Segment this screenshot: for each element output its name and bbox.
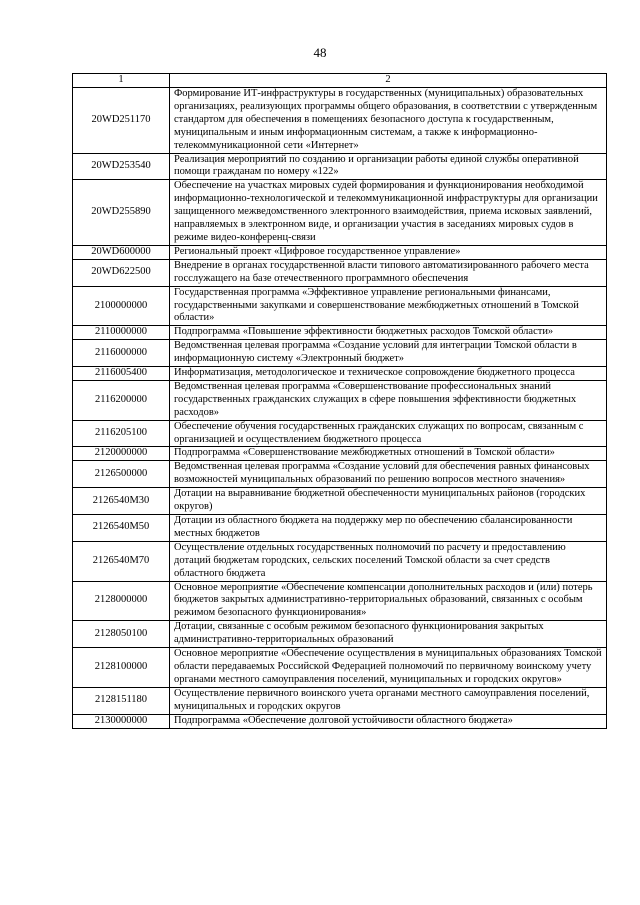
target-article-name: Осуществление первичного воинского учета органами местного самоуправления поселений, муниципальных и городских округов <box>170 687 607 714</box>
table-row <box>73 259 607 286</box>
table-row <box>73 488 607 515</box>
target-article-name: Обеспечение обучения государственных гражданских служащих по вопросам, связанным с организацией и осуществлением бюджетного процесса <box>170 420 607 447</box>
target-article-name: Информатизация, методологическое и техническое сопровождение бюджетного процесса <box>170 367 607 381</box>
table-row <box>73 88 607 154</box>
table-row <box>73 286 607 326</box>
target-article-code: 2110000000 <box>73 326 170 340</box>
target-article-code: 2128151180 <box>73 687 170 714</box>
target-article-code: 20WD253540 <box>73 153 170 180</box>
target-article-code: 2116200000 <box>73 380 170 420</box>
target-article-code: 20WD600000 <box>73 245 170 259</box>
target-article-code: 2116005400 <box>73 367 170 381</box>
table-row <box>73 581 607 621</box>
target-article-name: Подпрограмма «Повышение эффективности бюджетных расходов Томской области» <box>170 326 607 340</box>
target-article-name: Государственная программа «Эффективное управление региональными финансами, государственными закупками и совершенствование межбюджетных отношений в Томской области» <box>170 286 607 326</box>
target-article-code: 2116000000 <box>73 340 170 367</box>
target-article-code: 2120000000 <box>73 447 170 461</box>
table-header-row <box>73 74 607 88</box>
target-article-name: Ведомственная целевая программа «Совершенствование профессиональных знаний государственных гражданских служащих в сфере повышения эффективности бюджетных расходов» <box>170 380 607 420</box>
page-number: 48 <box>313 45 327 60</box>
target-article-name: Дотации на выравнивание бюджетной обеспеченности муниципальных районов (городских округов) <box>170 488 607 515</box>
target-article-code: 2126540М30 <box>73 488 170 515</box>
table-row <box>73 380 607 420</box>
target-article-code: 20WD622500 <box>73 259 170 286</box>
table-row <box>73 367 607 381</box>
target-article-code: 2128100000 <box>73 648 170 688</box>
target-article-name: Основное мероприятие «Обеспечение осуществления в муниципальных образованиях Томской области передаваемых Российской Федерацией полномочий по первичному воинскому учету органами местного самоуправления поселений, муниципальных и городских округов» <box>170 648 607 688</box>
budget-classification-table <box>72 73 607 729</box>
column-header-code: 1 <box>73 74 170 88</box>
target-article-name: Региональный проект «Цифровое государственное управление» <box>170 245 607 259</box>
target-article-name: Дотации из областного бюджета на поддержку мер по обеспечению сбалансированности местных бюджетов <box>170 515 607 542</box>
target-article-code: 20WD255890 <box>73 180 170 246</box>
target-article-name: Формирование ИТ-инфраструктуры в государственных (муниципальных) образовательных организациях, реализующих программы общего образования, в соответствии с утвержденным стандартом для обеспечения в помещениях безопасного доступа к государственным, муниципальным и иным информационным системам, а также к информационно-телекоммуникационной сети «Интернет» <box>170 88 607 154</box>
target-article-code: 2126540М50 <box>73 515 170 542</box>
table-row <box>73 245 607 259</box>
target-article-code: 2128050100 <box>73 621 170 648</box>
target-article-code: 2126540М70 <box>73 541 170 581</box>
table-row <box>73 180 607 246</box>
table-row <box>73 461 607 488</box>
table-row <box>73 326 607 340</box>
target-article-name: Ведомственная целевая программа «Создание условий для интеграции Томской области в информационную систему «Электронный бюджет» <box>170 340 607 367</box>
table-row <box>73 515 607 542</box>
target-article-code: 2100000000 <box>73 286 170 326</box>
target-article-name: Внедрение в органах государственной власти типового автоматизированного рабочего места госслужащего на базе отечественного программного обеспечения <box>170 259 607 286</box>
table-row <box>73 447 607 461</box>
target-article-name: Обеспечение на участках мировых судей формирования и функционирования необходимой информационно-технологической и телекоммуникационной инфраструктуры для организации защищенного межведомственного электронного взаимодействия, приема исковых заявлений, направляемых в электронном виде, и организации участия в заседаниях мировых судов в режиме видео-конференц-связи <box>170 180 607 246</box>
target-article-name: Подпрограмма «Обеспечение долговой устойчивости областного бюджета» <box>170 714 607 728</box>
table-row <box>73 153 607 180</box>
table-row <box>73 714 607 728</box>
target-article-name: Ведомственная целевая программа «Создание условий для обеспечения равных финансовых возможностей муниципальных образований по решению вопросов местного значения» <box>170 461 607 488</box>
target-article-code: 2128000000 <box>73 581 170 621</box>
target-article-code: 2126500000 <box>73 461 170 488</box>
table-row <box>73 687 607 714</box>
target-article-code: 20WD251170 <box>73 88 170 154</box>
column-header-name: 2 <box>170 74 607 88</box>
table-row <box>73 621 607 648</box>
target-article-name: Дотации, связанные с особым режимом безопасного функционирования закрытых административно-территориальных образований <box>170 621 607 648</box>
target-article-code: 2116205100 <box>73 420 170 447</box>
table-row <box>73 648 607 688</box>
target-article-name: Реализация мероприятий по созданию и организации работы единой службы оперативной помощи гражданам по номеру «122» <box>170 153 607 180</box>
target-article-code: 2130000000 <box>73 714 170 728</box>
table-row <box>73 420 607 447</box>
target-article-name: Осуществление отдельных государственных полномочий по расчету и предоставлению дотаций бюджетам городских, сельских поселений Томской области за счет средств областного бюджета <box>170 541 607 581</box>
target-article-name: Основное мероприятие «Обеспечение компенсации дополнительных расходов и (или) потерь бюджетов закрытых административно-территориальных образований, связанных с особым режимом безопасного функционирования» <box>170 581 607 621</box>
table-row <box>73 541 607 581</box>
target-article-name: Подпрограмма «Совершенствование межбюджетных отношений в Томской области» <box>170 447 607 461</box>
table-row <box>73 340 607 367</box>
